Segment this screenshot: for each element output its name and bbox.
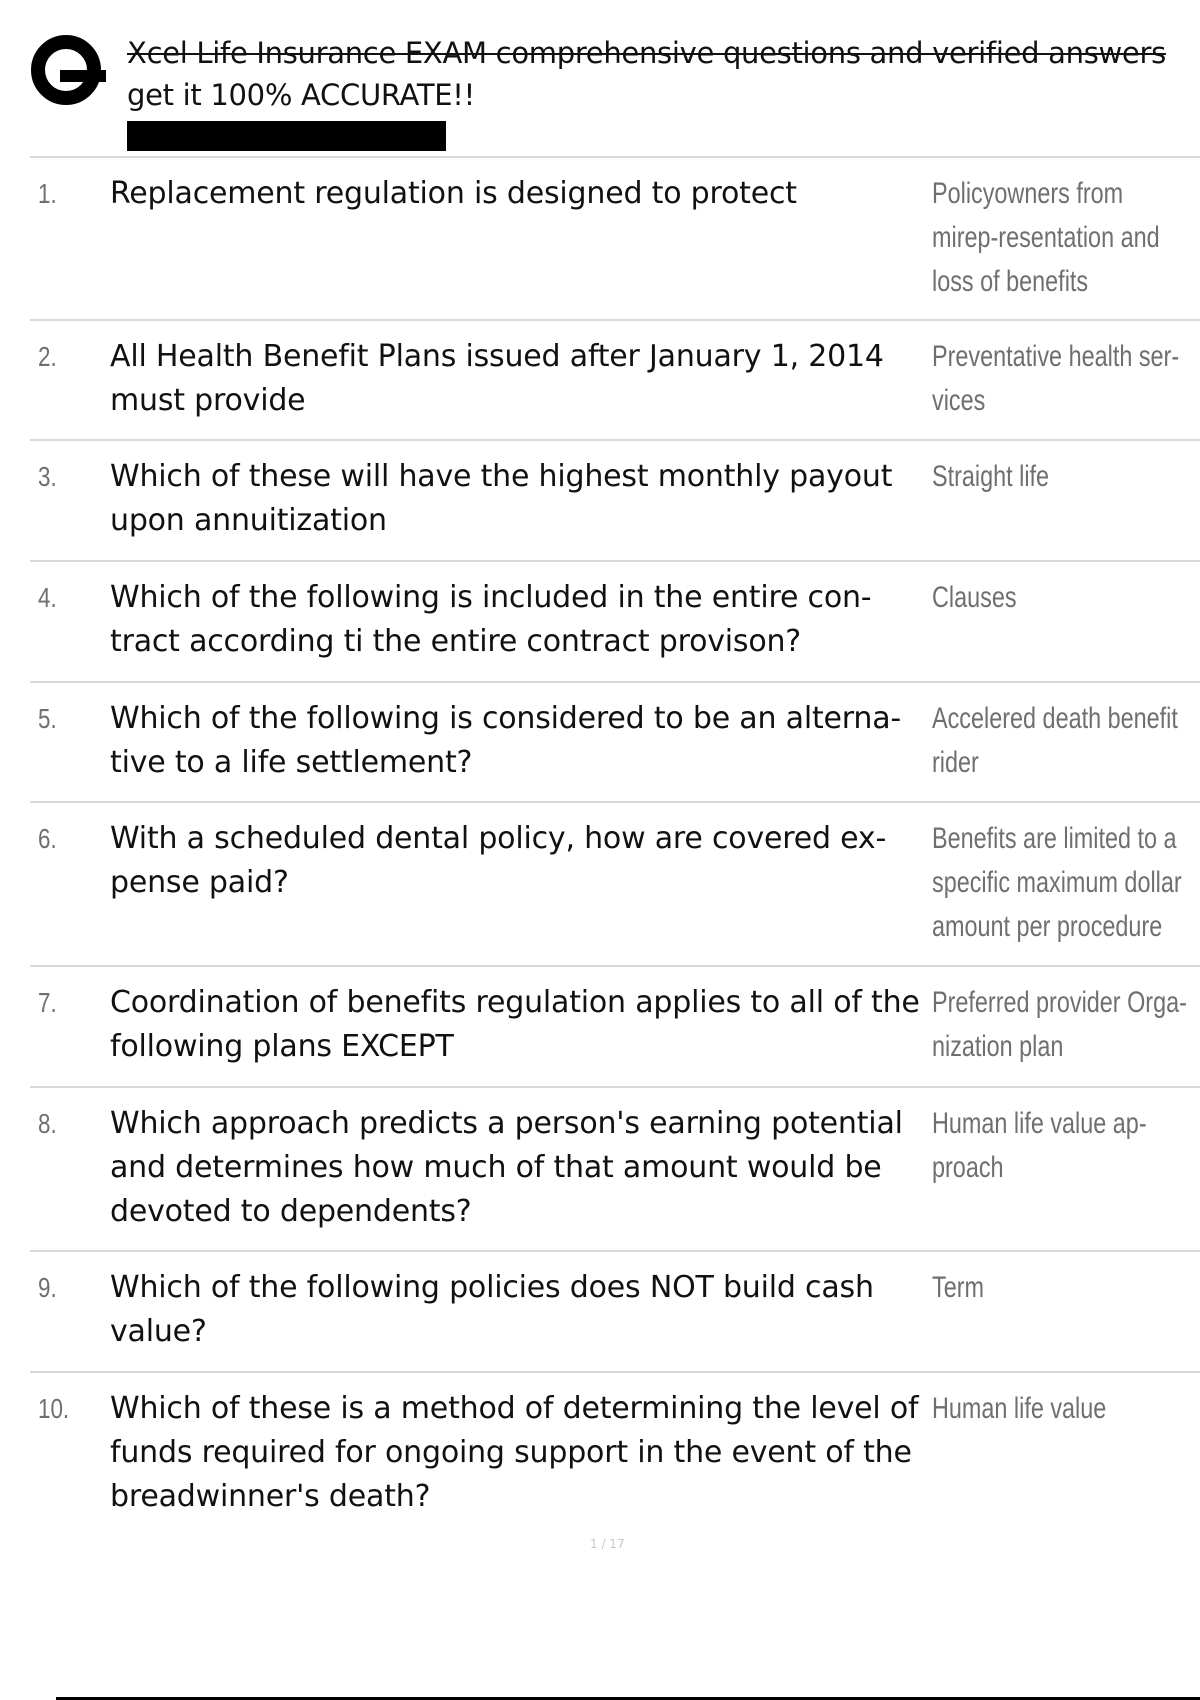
question-number: 1. [38,178,57,209]
question-text: Which of the following policies does NOT build cash value? [110,1270,874,1349]
question-number: 6. [38,823,57,854]
qa-row [30,801,1200,965]
answer-text: Human life value [932,1392,1107,1425]
answer-text: Straight life [932,460,1050,493]
qa-row [30,439,1200,560]
question-text: All Health Benefit Plans issued after January 1, 2014 must provide [110,339,884,418]
question-number: 10. [38,1393,70,1424]
answer-text: Term [932,1271,985,1304]
answer-text: Preferred provider Orga-nization plan [932,986,1187,1063]
answer-text: Clauses [932,581,1017,614]
qa-row [30,156,1200,319]
question-text: Which of these is a method of determining the level of funds required for ongoing support in the event of the breadwinner's death? [110,1391,919,1514]
q-logo-icon [30,32,106,108]
answer-text: Human life value ap-proach [932,1107,1147,1184]
qa-row [30,319,1200,439]
question-text: Coordination of benefits regulation applies to all of the following plans EXCEPT [110,985,920,1064]
question-text: Replacement regulation is designed to protect [110,176,797,211]
question-text: Which of these will have the highest monthly payout upon annuitization [110,459,893,538]
question-number: 4. [38,582,57,613]
qa-row [30,965,1200,1086]
qa-row [30,681,1200,801]
question-number: 2. [38,341,57,372]
qa-list [30,156,1200,1536]
qa-row [30,1086,1200,1250]
question-number: 3. [38,461,57,492]
question-number: 9. [38,1272,57,1303]
document-subtitle: get it 100% ACCURATE!! [127,78,475,112]
question-text: Which of the following is considered to be an alterna-tive to a life settlement? [110,701,902,780]
answer-text: Policyowners from mirep-resentation and loss of benefits [932,177,1160,298]
answer-text: Benefits are limited to a specific maximum dollar amount per procedure [932,822,1182,943]
document-title: Xcel Life Insurance EXAM comprehensive questions and verified answers [127,36,1166,70]
qa-row [30,1250,1200,1371]
redaction-bar [127,121,446,151]
question-text: With a scheduled dental policy, how are covered ex-pense paid? [110,821,887,900]
question-number: 5. [38,703,57,734]
question-text: Which of the following is included in the entire con-tract according ti the entire contract provison? [110,580,872,659]
qa-row [30,1371,1200,1536]
question-text: Which approach predicts a person's earning potential and determines how much of that amount would be devoted to dependents? [110,1106,903,1229]
document-header [0,0,1200,156]
answer-text: Preventative health ser-vices [932,340,1180,417]
answer-text: Accelered death benefit rider [932,702,1178,779]
page-number: 1 / 17 [590,1537,625,1551]
question-number: 8. [38,1108,57,1139]
question-number: 7. [38,987,57,1018]
qa-row [30,560,1200,681]
